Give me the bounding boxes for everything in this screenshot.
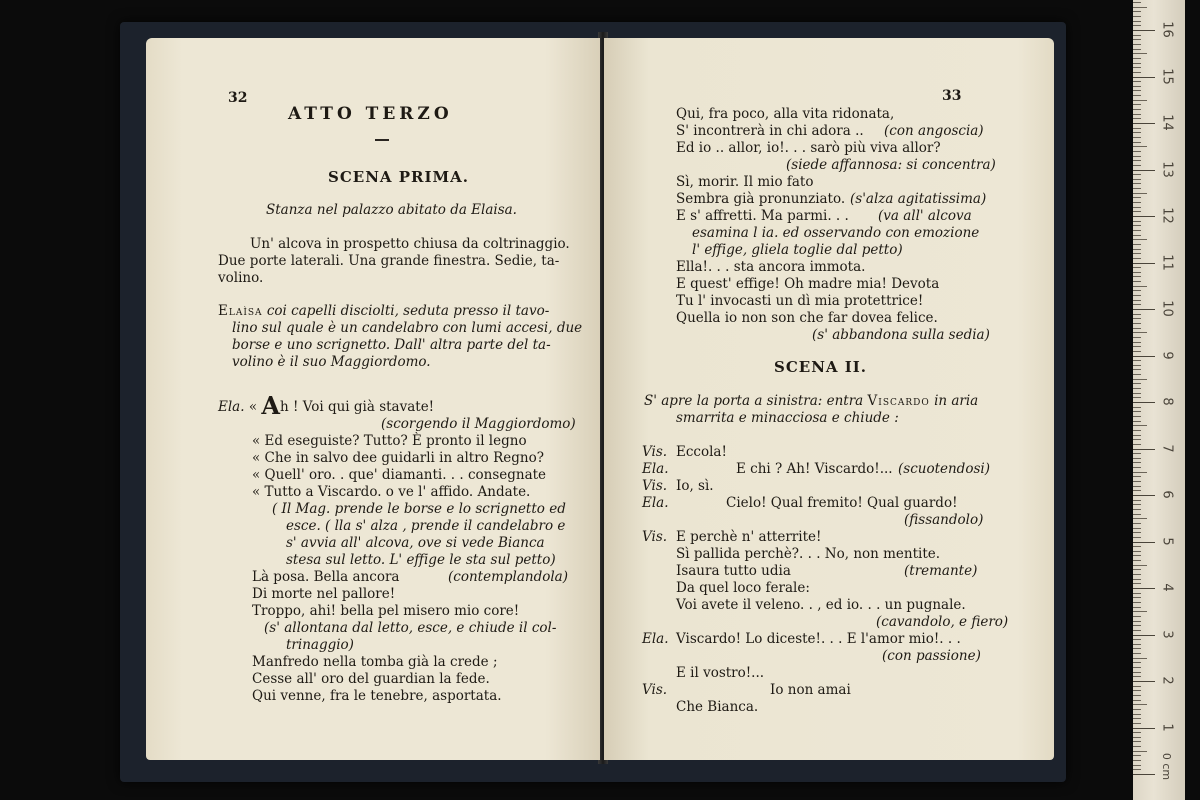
ruler-tick — [1133, 351, 1141, 352]
ruler-tick — [1133, 523, 1141, 524]
ruler-tick — [1133, 704, 1147, 705]
ruler-tick — [1133, 346, 1141, 347]
ruler-number: 16 — [1159, 21, 1175, 38]
ruler-number: 1 — [1159, 722, 1175, 732]
ruler-tick — [1133, 397, 1141, 398]
ruler-tick — [1133, 295, 1141, 296]
ruler-tick — [1133, 100, 1147, 101]
dialogue-line: Isaura tutto udia — [676, 563, 791, 579]
ruler-tick — [1133, 518, 1147, 519]
stage-direction: (fissandolo) — [904, 512, 984, 528]
ruler-tick — [1133, 588, 1155, 589]
ruler-tick — [1133, 765, 1141, 766]
ruler-tick — [1133, 486, 1141, 487]
ruler-number: 15 — [1159, 67, 1175, 85]
dialogue-line-first: Ela. « Ah ! Voi qui già stavate! — [218, 391, 435, 420]
ruler-tick — [1133, 379, 1147, 380]
dialogue-line: E il vostro!... — [676, 665, 765, 681]
ruler-tick — [1133, 676, 1141, 677]
act-title: ATTO TERZO — [288, 104, 453, 124]
ruler-tick — [1133, 304, 1141, 305]
dialogue-line: Troppo, ahi! bella pel misero mio core! — [252, 603, 520, 619]
ruler-tick — [1133, 741, 1141, 742]
dialogue-line: Manfredo nella tomba già la crede ; — [252, 654, 498, 670]
ruler-tick — [1133, 202, 1141, 203]
title-dash — [375, 139, 389, 141]
ruler-tick — [1133, 39, 1141, 40]
stage-direction: (s'alza agitatissima) — [850, 191, 987, 207]
ruler-tick — [1133, 365, 1141, 366]
ruler-tick — [1133, 81, 1141, 82]
ruler-tick — [1133, 667, 1141, 668]
ruler-tick — [1133, 621, 1141, 622]
ruler-tick — [1133, 235, 1141, 236]
ruler-tick — [1133, 374, 1141, 375]
ruler-tick — [1133, 156, 1141, 157]
ruler-tick — [1133, 648, 1141, 649]
ruler-tick — [1133, 481, 1141, 482]
ruler-tick — [1133, 342, 1141, 343]
ruler-tick — [1133, 723, 1141, 724]
ruler-tick — [1133, 569, 1141, 570]
dialogue-line: S' incontrerà in chi adora .. — [676, 123, 864, 139]
ruler-tick — [1133, 462, 1141, 463]
ruler-tick — [1133, 467, 1141, 468]
ruler-tick — [1133, 211, 1141, 212]
ruler-tick — [1133, 528, 1141, 529]
stage-direction: (siede affannosa: si concentra) — [786, 157, 996, 173]
ruler-tick — [1133, 104, 1141, 105]
page-number-right: 33 — [942, 88, 962, 104]
dialogue-line: Sembra già pronunziato. — [676, 191, 846, 207]
dialogue-line: Sì, morir. Il mio fato — [676, 174, 814, 190]
ruler-tick — [1133, 272, 1141, 273]
stage-direction: (con passione) — [882, 648, 981, 664]
stage-direction: (cavandolo, e fiero) — [876, 614, 1009, 630]
description-line: Un' alcova in prospetto chiusa da coltrinaggio. — [250, 236, 570, 252]
ruler-tick — [1133, 58, 1141, 59]
ruler-unit: 0 cm — [1160, 752, 1174, 781]
ruler-tick — [1133, 635, 1155, 636]
ruler-tick — [1133, 118, 1141, 119]
ruler-tick — [1133, 490, 1141, 491]
ruler-tick — [1133, 686, 1141, 687]
ruler-tick — [1133, 207, 1141, 208]
ruler-tick — [1133, 114, 1141, 115]
ruler-tick — [1133, 709, 1141, 710]
speaker-label: Vis. — [642, 478, 668, 494]
ruler-tick — [1133, 90, 1141, 91]
ruler-tick — [1133, 583, 1141, 584]
ruler-tick — [1133, 407, 1141, 408]
ruler-tick — [1133, 449, 1155, 450]
ruler-tick — [1133, 579, 1141, 580]
dialogue-line: E perchè n' atterrite! — [676, 529, 822, 545]
ruler-tick — [1133, 751, 1147, 752]
ruler-tick — [1133, 49, 1141, 50]
dialogue-line: Io, sì. — [676, 478, 714, 494]
ruler-tick — [1133, 95, 1141, 96]
ruler-tick — [1133, 263, 1155, 264]
ruler-tick — [1133, 690, 1141, 691]
stage-intro-line: borse e uno scrignetto. Dall' altra parte del ta- — [232, 337, 551, 353]
ruler-number: 6 — [1159, 490, 1175, 499]
dialogue-line: « Tutto a Viscardo. o ve l' affido. Andate. — [252, 484, 531, 500]
dialogue-line: « Che in salvo dee guidarli in altro Regno? — [252, 450, 544, 466]
ruler-tick — [1133, 314, 1141, 315]
ruler-tick — [1133, 732, 1141, 733]
ruler-tick — [1133, 555, 1141, 556]
ruler-tick — [1133, 728, 1155, 729]
ruler-tick — [1133, 435, 1141, 436]
ruler-number: 10 — [1159, 300, 1175, 317]
ruler-tick — [1133, 132, 1141, 133]
dialogue-line: Tu l' invocasti un dì mia protettrice! — [676, 293, 924, 309]
ruler-tick — [1133, 197, 1141, 198]
ruler-tick — [1133, 249, 1141, 250]
ruler-tick — [1133, 593, 1141, 594]
dialogue-line: Che Bianca. — [676, 699, 759, 715]
ruler-tick — [1133, 183, 1141, 184]
ruler-tick — [1133, 356, 1155, 357]
ruler-tick — [1133, 332, 1147, 333]
ruler-tick — [1133, 109, 1141, 110]
ruler-tick — [1133, 653, 1141, 654]
ruler-tick — [1133, 160, 1141, 161]
ruler-tick — [1133, 63, 1141, 64]
ruler-tick — [1133, 476, 1141, 477]
stage-direction: (tremante) — [904, 563, 978, 579]
ruler-tick — [1133, 639, 1141, 640]
ruler-number: 2 — [1159, 676, 1175, 685]
ruler-tick — [1133, 542, 1155, 543]
dialogue-line: Cielo! Qual fremito! Qual guardo! — [726, 495, 958, 511]
ruler-tick — [1133, 253, 1141, 254]
description-line: volino. — [218, 270, 264, 286]
ruler-tick — [1133, 216, 1155, 217]
ruler-tick — [1133, 672, 1141, 673]
ruler-number: 13 — [1159, 160, 1175, 178]
stage-direction: esce. ( lla s' alza , prende il candelabro e — [286, 518, 566, 534]
ruler-tick — [1133, 416, 1141, 417]
ruler-number: 8 — [1159, 397, 1175, 406]
ruler-tick — [1133, 411, 1141, 412]
ruler-tick — [1133, 146, 1147, 147]
ruler-tick — [1133, 714, 1141, 715]
stage-intro-line: volino è il suo Maggiordomo. — [232, 354, 431, 370]
stage-direction: l' effige, gliela toglie dal petto) — [692, 242, 903, 258]
stage-direction: (con angoscia) — [884, 123, 984, 139]
dialogue-line: « Ed eseguiste? Tutto? È pronto il legno — [252, 433, 527, 449]
ruler-tick — [1133, 607, 1141, 608]
right-page — [604, 38, 1054, 760]
dialogue-line: Eccola! — [676, 444, 727, 460]
speaker-label: Ela. — [218, 399, 245, 415]
scene-direction-line: S' apre la porta a sinistra: entra Viscardo in aria — [644, 393, 979, 409]
ruler-tick — [1133, 128, 1141, 129]
dialogue-line: Sì pallida perchè?. . . No, non mentite. — [676, 546, 941, 562]
ruler-tick — [1133, 402, 1155, 403]
ruler-number: 5 — [1159, 536, 1175, 546]
ruler-tick — [1133, 495, 1155, 496]
stage-direction: s' avvia all' alcova, ove si vede Bianca — [286, 535, 545, 551]
ruler-tick — [1133, 137, 1141, 138]
ruler-tick — [1133, 504, 1141, 505]
ruler-tick — [1133, 644, 1141, 645]
ruler-tick — [1133, 630, 1141, 631]
ruler-number: 11 — [1159, 253, 1175, 271]
dialogue-line: Di morte nel pallore! — [252, 586, 396, 602]
ruler-tick — [1133, 225, 1141, 226]
ruler-tick — [1133, 53, 1147, 54]
ruler-tick — [1133, 574, 1141, 575]
scene-title-left: SCENA PRIMA. — [328, 168, 470, 186]
ruler-tick — [1133, 151, 1141, 152]
speaker-label: Ela. — [642, 495, 669, 511]
ruler-number: 4 — [1159, 583, 1175, 592]
ruler-tick — [1133, 328, 1141, 329]
ruler-tick — [1133, 611, 1147, 612]
ruler-number: 14 — [1159, 114, 1175, 131]
ruler-tick — [1133, 25, 1141, 26]
ruler-tick — [1133, 35, 1141, 36]
ruler-tick — [1133, 318, 1141, 319]
dialogue-line: E quest' effige! Oh madre mia! Devota — [676, 276, 940, 292]
ruler-tick — [1133, 179, 1141, 180]
ruler-tick — [1133, 123, 1155, 124]
ruler-tick — [1133, 165, 1141, 166]
ruler-tick — [1133, 425, 1147, 426]
dialogue-line: Cesse all' oro del guardian la fede. — [252, 671, 490, 687]
stage-direction: esamina l ia. ed osservando con emozione — [692, 225, 980, 241]
ruler-tick — [1133, 337, 1141, 338]
ruler-tick — [1133, 439, 1141, 440]
speaker-label: Vis. — [642, 444, 668, 460]
ruler-tick — [1133, 300, 1141, 301]
ruler-tick — [1133, 546, 1141, 547]
drop-cap: A — [261, 391, 280, 420]
speaker-label: Vis. — [642, 529, 668, 545]
ruler-tick — [1133, 16, 1141, 17]
ruler-tick — [1133, 560, 1141, 561]
ruler-tick — [1133, 430, 1141, 431]
ruler-tick — [1133, 625, 1141, 626]
ruler-tick — [1133, 86, 1141, 87]
stage-direction: (contemplandola) — [448, 569, 568, 585]
ruler-tick — [1133, 323, 1141, 324]
ruler-tick — [1133, 532, 1141, 533]
ruler-tick — [1133, 769, 1141, 770]
ruler-tick — [1133, 44, 1141, 45]
ruler-tick — [1133, 369, 1141, 370]
stage-direction: (va all' alcova — [878, 208, 972, 224]
ruler-tick — [1133, 276, 1141, 277]
character-name: Viscardo — [867, 393, 930, 409]
ruler-number: 12 — [1159, 207, 1175, 224]
ruler-tick — [1133, 737, 1141, 738]
stage-direction: stesa sul letto. L' effige le sta sul petto) — [286, 552, 556, 568]
ruler-tick — [1133, 616, 1141, 617]
ruler-tick — [1133, 309, 1155, 310]
ruler-tick — [1133, 174, 1141, 175]
ruler-tick — [1133, 230, 1141, 231]
stage-direction: ( Il Mag. prende le borse e lo scrignetto ed — [272, 501, 566, 517]
ruler-tick — [1133, 170, 1155, 171]
ruler-tick — [1133, 458, 1141, 459]
speaker-label: Vis. — [642, 682, 668, 698]
speaker-label: Ela. — [642, 461, 669, 477]
dialogue-line: Voi avete il veleno. . , ed io. . . un pugnale. — [676, 597, 966, 613]
ruler-tick — [1133, 453, 1141, 454]
ruler-tick — [1133, 444, 1141, 445]
ruler-tick — [1133, 565, 1147, 566]
dialogue-line: Là posa. Bella ancora — [252, 569, 400, 585]
ruler-tick — [1133, 388, 1141, 389]
description-line: Due porte laterali. Una grande finestra. Sedie, ta- — [218, 253, 560, 269]
ruler-tick — [1133, 360, 1141, 361]
setting-line: Stanza nel palazzo abitato da Elaisa. — [266, 202, 517, 218]
ruler-tick — [1133, 290, 1141, 291]
dialogue-line: E chi ? Ah! Viscardo!... — [736, 461, 893, 477]
ruler-tick — [1133, 142, 1141, 143]
scene-title-right: SCENA II. — [774, 358, 868, 376]
ruler-tick — [1133, 286, 1147, 287]
ruler-number: 3 — [1159, 629, 1175, 639]
stage-intro-line: Elaìsa coi capelli disciolti, seduta presso il tavo- — [218, 303, 550, 319]
ruler-tick — [1133, 514, 1141, 515]
ruler-tick — [1133, 537, 1141, 538]
ruler-tick — [1133, 472, 1147, 473]
ruler-tick — [1133, 760, 1141, 761]
ruler-tick — [1133, 281, 1141, 282]
measuring-ruler — [1133, 0, 1185, 800]
ruler-tick — [1133, 221, 1141, 222]
ruler-tick — [1133, 2, 1141, 3]
stage-direction: (scorgendo il Maggiordomo) — [381, 416, 576, 432]
ruler-tick — [1133, 383, 1141, 384]
ruler-tick — [1133, 77, 1155, 78]
stage-direction: trinaggio) — [286, 637, 354, 653]
stage-direction: (scuotendosi) — [898, 461, 990, 477]
stage-intro-line: lino sul quale è un candelabro con lumi accesi, due — [232, 320, 583, 336]
ruler-tick — [1133, 267, 1141, 268]
dialogue-line: Quella io non son che far dovea felice. — [676, 310, 938, 326]
stage-direction: (s' allontana dal letto, esce, e chiude il col- — [264, 620, 557, 636]
stage-direction: (s' abbandona sulla sedia) — [812, 327, 990, 343]
dialogue-line: Qui venne, fra le tenebre, asportata. — [252, 688, 502, 704]
ruler-tick — [1133, 500, 1141, 501]
ruler-tick — [1133, 774, 1155, 775]
speaker-label: Ela. — [642, 631, 669, 647]
ruler-number: 7 — [1159, 443, 1175, 453]
left-page — [146, 38, 600, 760]
character-name: Elaìsa — [218, 303, 263, 319]
dialogue-line: Da quel loco ferale: — [676, 580, 810, 596]
ruler-tick — [1133, 695, 1141, 696]
ruler-tick — [1133, 597, 1141, 598]
page-number-left: 32 — [228, 90, 248, 106]
ruler-tick — [1133, 602, 1141, 603]
ruler-tick — [1133, 658, 1147, 659]
ruler-tick — [1133, 755, 1141, 756]
ruler-tick — [1133, 551, 1141, 552]
ruler-tick — [1133, 188, 1141, 189]
scene-direction-line: smarrita e minacciosa e chiude : — [676, 410, 899, 426]
ruler-tick — [1133, 700, 1141, 701]
dialogue-line: Viscardo! Lo diceste!. . . E l'amor mio!. . . — [676, 631, 961, 647]
ruler-tick — [1133, 681, 1155, 682]
ruler-tick — [1133, 509, 1141, 510]
ruler-tick — [1133, 239, 1147, 240]
dialogue-line: Ella!. . . sta ancora immota. — [676, 259, 866, 275]
dialogue-line: « Quell' oro. . que' diamanti. . . consegnate — [252, 467, 547, 483]
ruler-tick — [1133, 244, 1141, 245]
ruler-tick — [1133, 393, 1141, 394]
ruler-tick — [1133, 718, 1141, 719]
ruler-number: 9 — [1159, 350, 1175, 360]
ruler-tick — [1133, 7, 1147, 8]
ruler-tick — [1133, 72, 1141, 73]
dialogue-line: E s' affretti. Ma parmi. . . — [676, 208, 849, 224]
ruler-tick — [1133, 193, 1147, 194]
dialogue-line: Ed io .. allor, io!. . . sarò più viva allor? — [676, 140, 941, 156]
ruler-tick — [1133, 662, 1141, 663]
dialogue-line: Qui, fra poco, alla vita ridonata, — [676, 106, 895, 122]
ruler-tick — [1133, 258, 1141, 259]
ruler-tick — [1133, 11, 1141, 12]
ruler-tick — [1133, 421, 1141, 422]
ruler-tick — [1133, 21, 1141, 22]
ruler-tick — [1133, 30, 1155, 31]
ruler-tick — [1133, 746, 1141, 747]
dialogue-line: Io non amai — [770, 682, 851, 698]
ruler-tick — [1133, 67, 1141, 68]
